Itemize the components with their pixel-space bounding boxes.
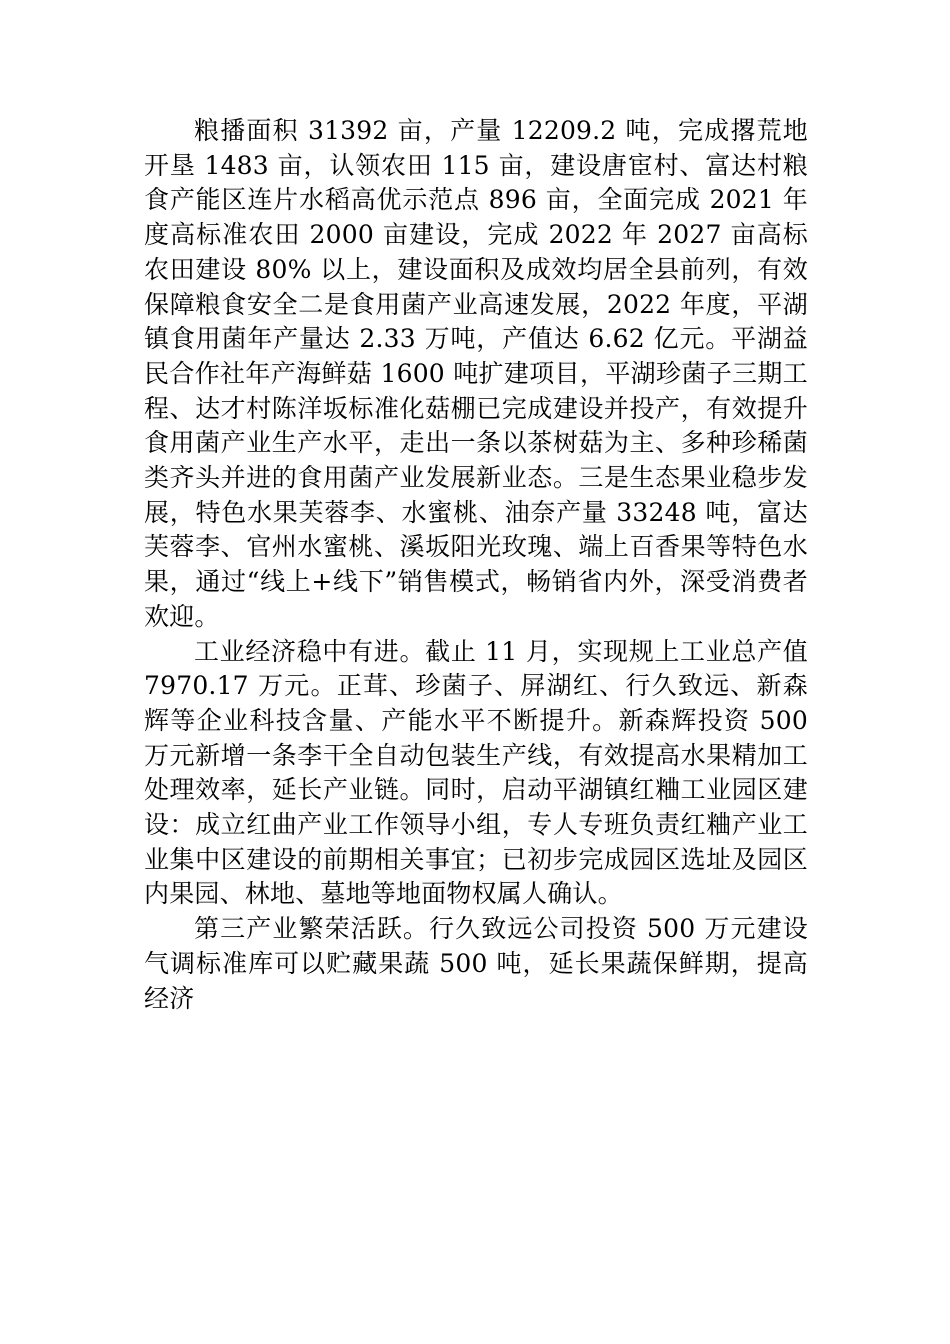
body-text [144,114,808,1016]
paragraph-agriculture: 粮播面积 31392 亩，产量 12209.2 吨，完成撂荒地开垦 1483 亩，认领农田 115 亩，建设唐宦村、富达村粮食产能区连片水稻高优示范点 896 亩，全面完成 2021 年度高标准农田 2000 亩建设，完成 2022 年 2027 亩高标农田建设 80% 以上，建设面积及成效均居全县前列，有效保障粮食安全二是食用菌产业高速发展，2022 年度，平湖镇食用菌年产量达 2.33 万吨，产值达 6.62 亿元。平湖益民合作社年产海鲜菇 1600 吨扩建项目，平湖珍菌子三期工程、达才村陈洋坂标准化菇棚已完成建设并投产，有效提升食用菌产业生产水平，走出一条以茶树菇为主、多种珍稀菌类齐头并进的食用菌产业发展新业态。三是生态果业稳步发展，特色水果芙蓉李、水蜜桃、油奈产量 33248 吨，富达芙蓉李、官州水蜜桃、溪坂阳光玫瑰、端上百香果等特色水果，通过“线上+线下”销售模式，畅销省内外，深受消费者欢迎。 [144,116,808,631]
paragraph-industry: 工业经济稳中有进。截止 11 月，实现规上工业总产值 7970.17 万元。正茸、珍菌子、屏湖红、行久致远、新森辉等企业科技含量、产能水平不断提升。新森辉投资 500 万元新增一条李干全自动包装生产线，有效提高水果精加工处理效率，延长产业链。同时，启动平湖镇红粬工业园区建设：成立红曲产业工作领导小组，专人专班负责红粬产业工业集中区建设的前期相关事宜；已初步完成园区选址及园区内果园、林地、墓地等地面物权属人确认。 [144,636,808,909]
paragraph-tertiary: 第三产业繁荣活跃。行久致远公司投资 500 万元建设气调标准库可以贮藏果蔬 500 吨，延长果蔬保鲜期，提高经济 [144,914,808,1013]
